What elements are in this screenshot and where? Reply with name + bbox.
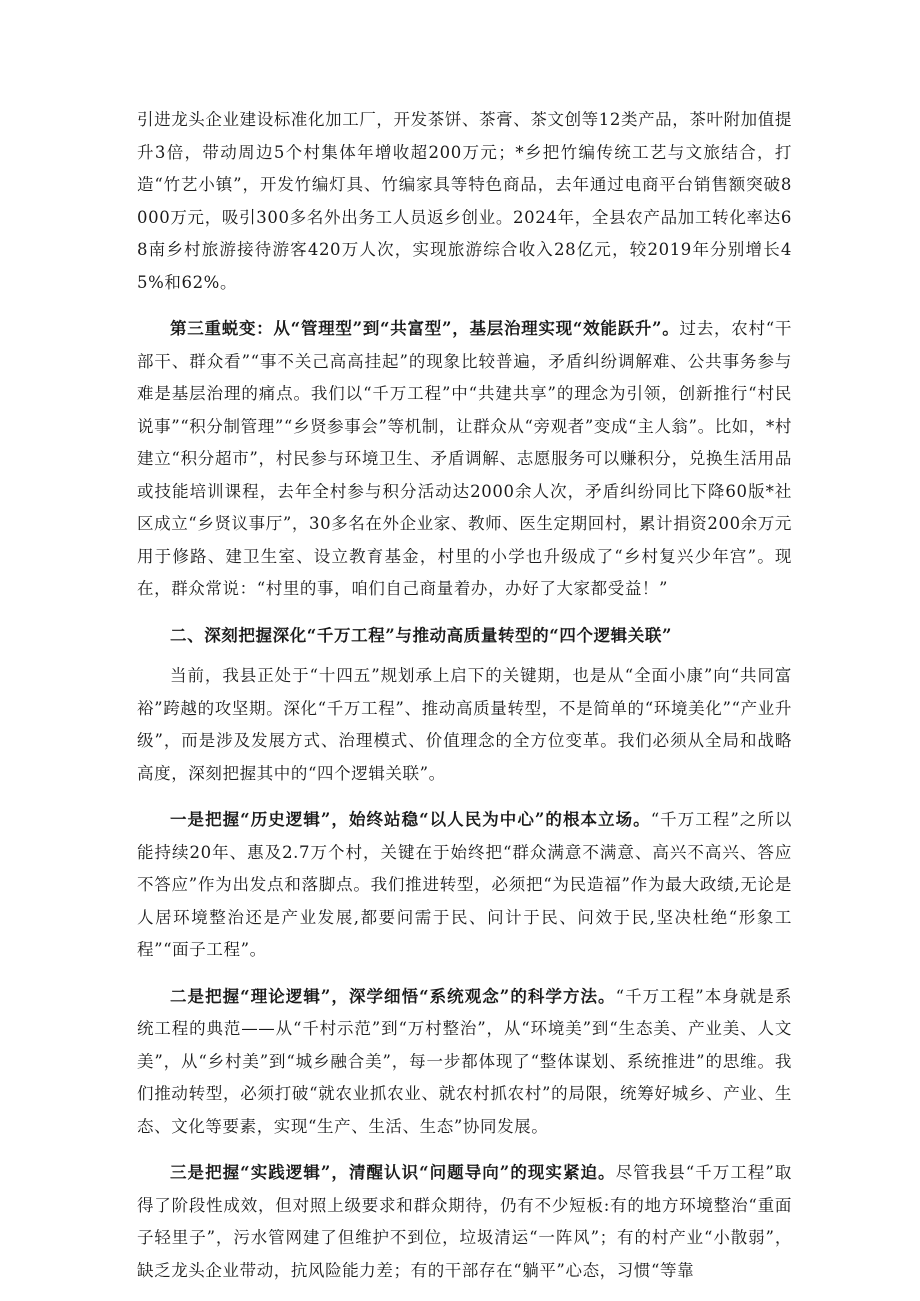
paragraph-historical-logic [137, 804, 792, 967]
paragraph-lead-heading: 二是把握“理论逻辑”，深学细悟“系统观念”的科学方法。 [170, 986, 616, 1006]
paragraph-text: 当前，我县正处于“十四五”规划承上启下的关键期，也是从“全面小康”向“共同富裕”跨越的攻坚期。深化“千万工程”、推动高质量转型，不是简单的“环境美化”“产业升级”，而是涉及发展方式、治理模式、价值理念的全方位变革。我们必须从全局和战略高度，深刻把握其中的“四个逻辑关联”。 [137, 666, 792, 783]
section-heading-two [137, 620, 792, 653]
paragraph-practical-logic [137, 1157, 792, 1287]
paragraph-current-stage [137, 660, 792, 790]
paragraph-text: “千万工程”之所以能持续20年、惠及2.7万个村，关键在于始终把“群众满意不满意、高兴不高兴、答应不答应”作为出发点和落脚点。我们推进转型，必须把“为民造福”作为最大政绩,无论是人居环境整治还是产业发展,都要问需于民、问计于民、问效于民,坚决杜绝“形象工程”“面子工程”。 [137, 810, 792, 959]
paragraph-text: 尽管我县“千万工程”取得了阶段性成效，但对照上级要求和群众期待，仍有不少短板:有的地方环境整治“重面子轻里子”，污水管网建了但维护不到位，垃圾清运“一阵风”；有的村产业“小散弱”，缺乏龙头企业带动，抗风险能力差；有的干部存在“躺平”心态，习惯“等靠 [137, 1163, 792, 1280]
paragraph-text: 引进龙头企业建设标准化加工厂，开发茶饼、茶膏、茶文创等12类产品，茶叶附加值提升3倍，带动周边5个村集体年增收超200万元；*乡把竹编传统工艺与文旅结合，打造“竹艺小镇”，开发竹编灯具、竹编家具等特色商品，去年通过电商平台销售额突破8000万元，吸引300多名外出务工人员返乡创业。2024年，全县农产品加工转化率达68南乡村旅游接待游客420万人次，实现旅游综合收入28亿元，较2019年分别增长45%和62%。 [137, 110, 792, 292]
paragraph-text: “千万工程”本身就是系统工程的典范——从“千村示范”到“万村整治”，从“环境美”到“生态美、产业美、人文美”，从“乡村美”到“城乡融合美”，每一步都体现了“整体谋划、系统推进”的思维。我们推动转型，必须打破“就农业抓农业、就农村抓农村”的局限，统筹好城乡、产业、生态、文化等要素，实现“生产、生活、生态”协同发展。 [137, 986, 792, 1136]
section-heading-text: 二、深刻把握深化“千万工程”与推动高质量转型的“四个逻辑关联” [170, 625, 673, 645]
paragraph-third-transformation [137, 313, 792, 606]
document-page [137, 104, 792, 1301]
paragraph-industry-results [137, 104, 792, 299]
paragraph-text: 过去，农村“干部干、群众看”“事不关己高高挂起”的现象比较普遍，矛盾纠纷调解难、公共事务参与难是基层治理的痛点。我们以“千万工程”中“共建共享”的理念为引领，创新推行“村民说事”“积分制管理”“乡贤参事会”等机制，让群众从“旁观者”变成“主人翁”。比如，*村建立“积分超市”，村民参与环境卫生、矛盾调解、志愿服务可以赚积分，兑换生活用品或技能培训课程，去年全村参与积分活动达2000余人次，矛盾纠纷同比下降60版*社区成立“乡贤议事厅”，30多名在外企业家、教师、医生定期回村，累计捐资200余万元用于修路、建卫生室、设立教育基金，村里的小学也升级成了“乡村复兴少年宫”。现在，群众常说：“村里的事，咱们自己商量着办，办好了大家都受益！” [137, 319, 792, 598]
paragraph-lead-heading: 第三重蜕变：从“管理型”到“共富型”，基层治理实现“效能跃升”。 [170, 319, 680, 338]
paragraph-theoretical-logic [137, 981, 792, 1144]
paragraph-lead-heading: 一是把握“历史逻辑”，始终站稳“以人民为中心”的根本立场。 [170, 810, 651, 829]
paragraph-lead-heading: 三是把握“实践逻辑”，清醒认识“问题导向”的现实紧迫。 [170, 1163, 616, 1182]
